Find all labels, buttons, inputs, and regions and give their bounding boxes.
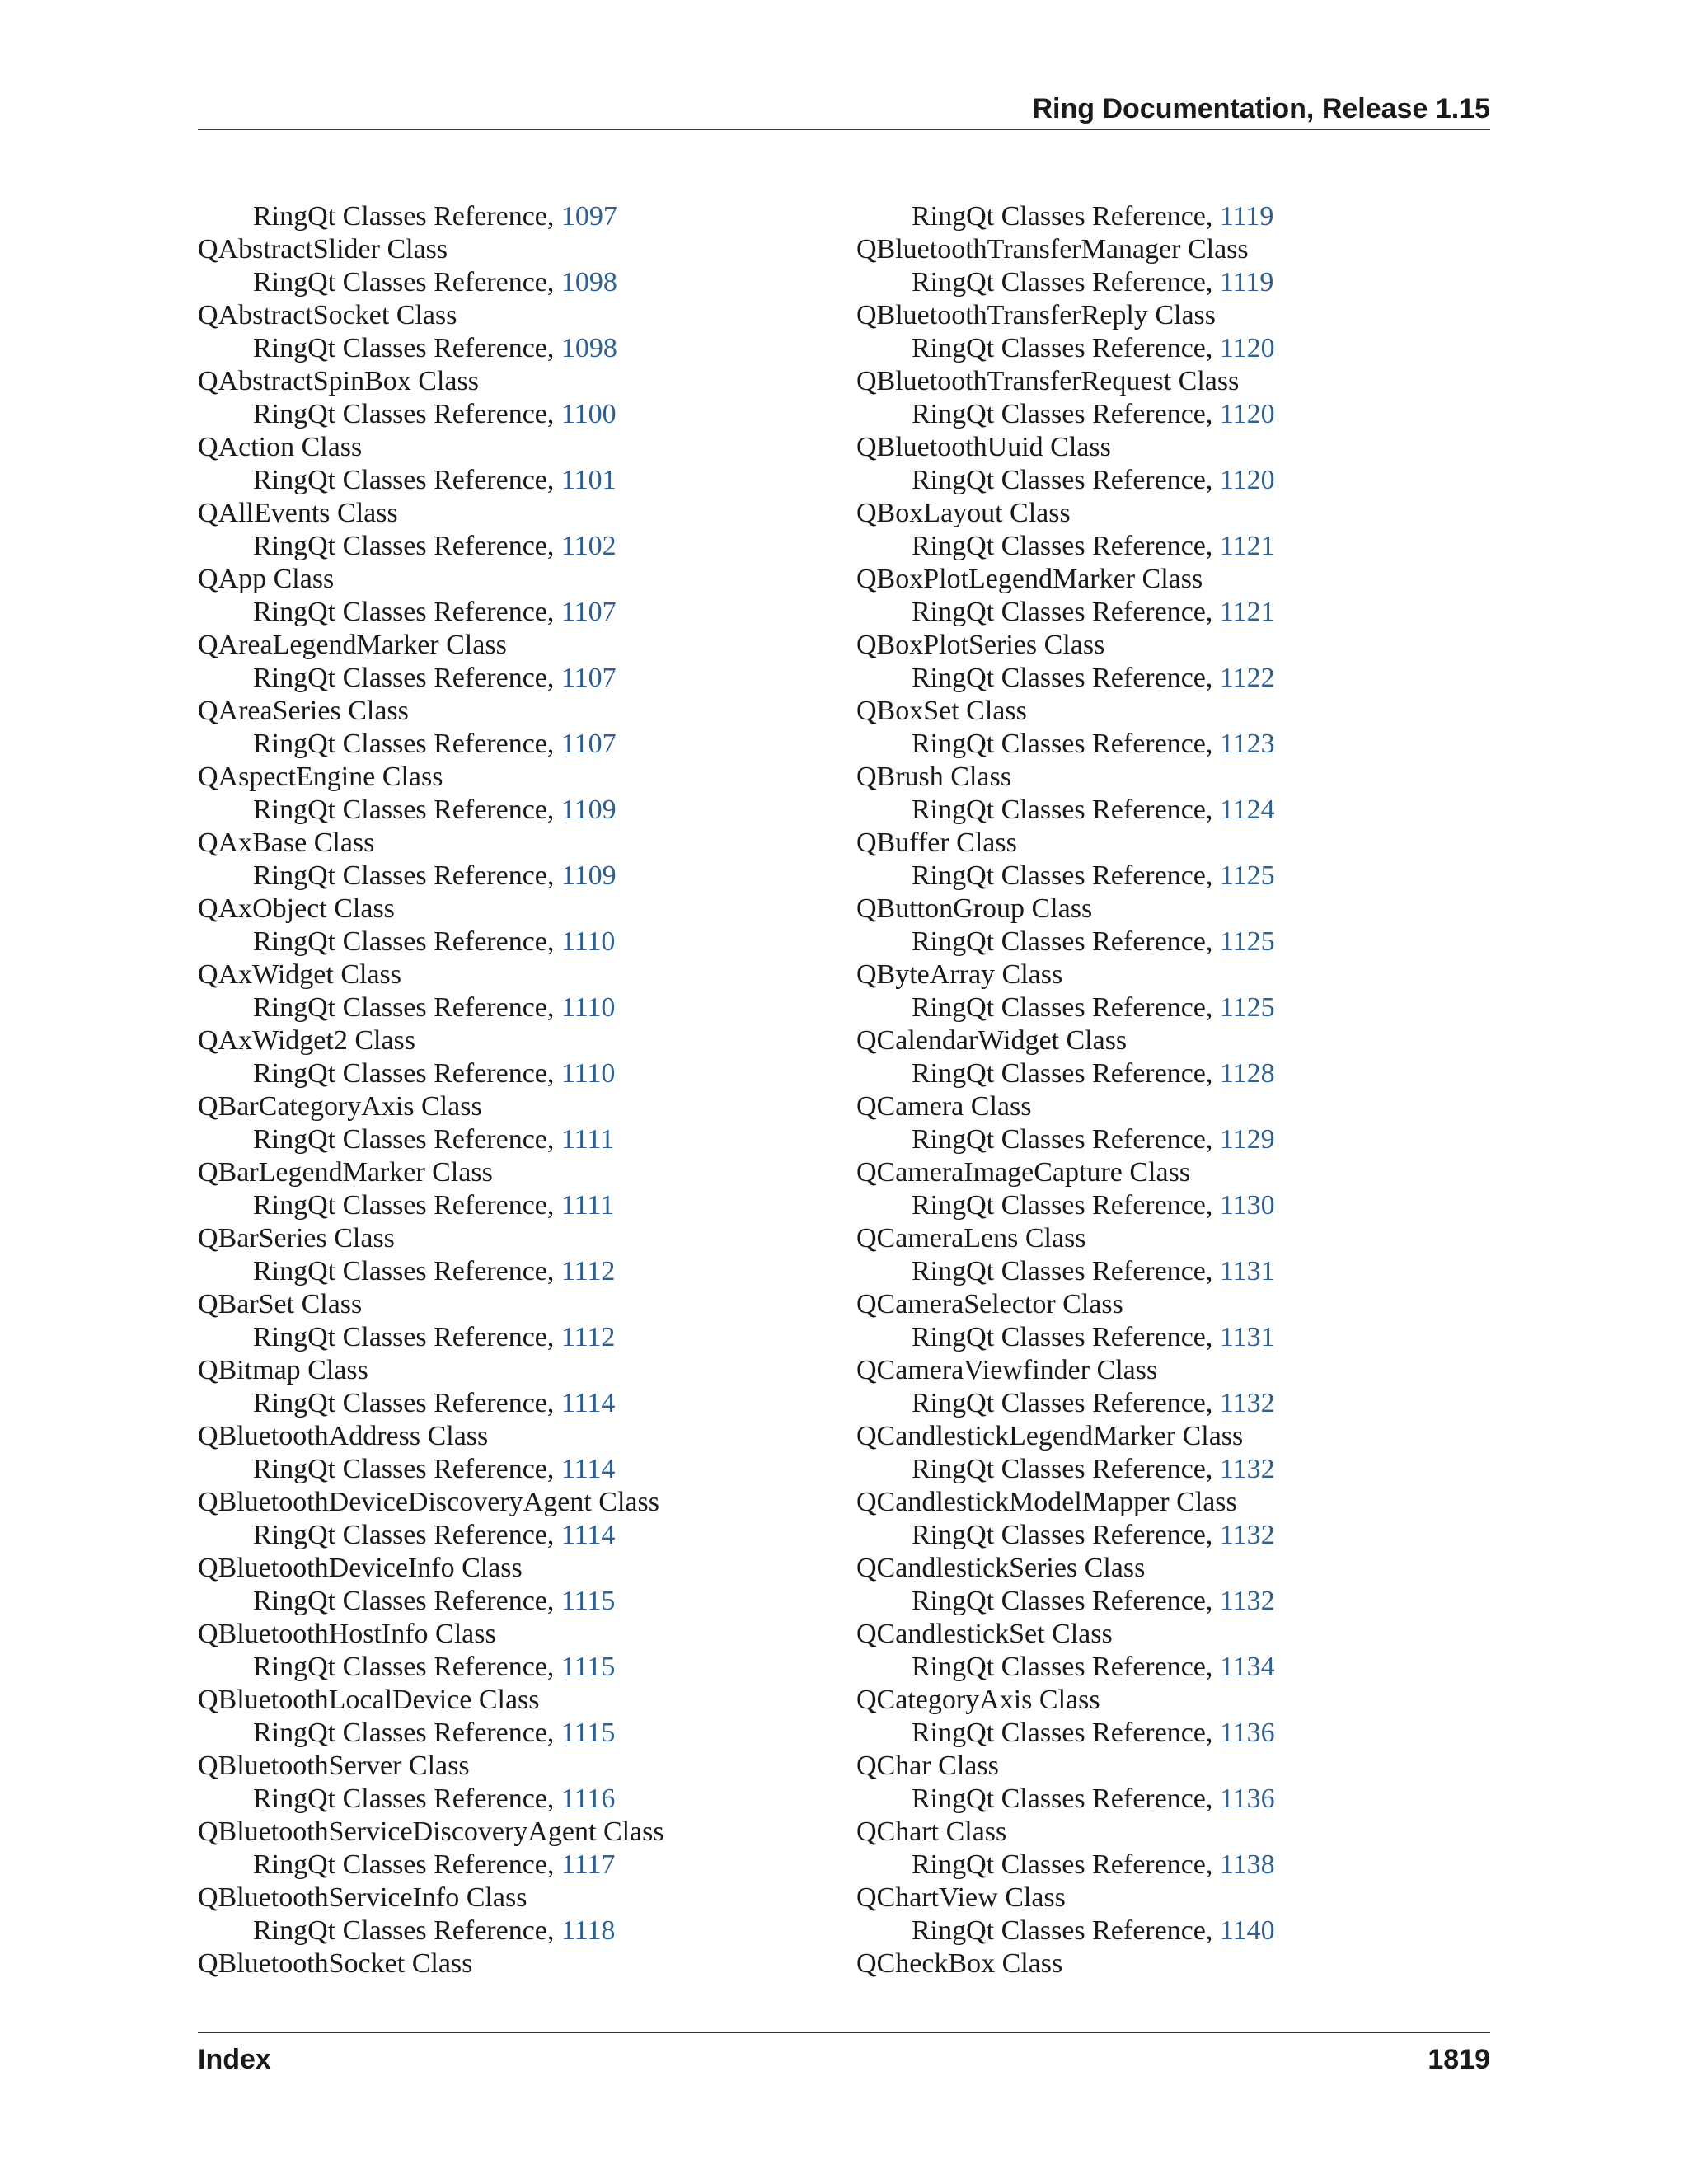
page-link[interactable]: 1132	[1219, 1388, 1275, 1418]
page-link[interactable]: 1109	[560, 794, 617, 825]
reference-label: RingQt Classes Reference,	[912, 1190, 1220, 1221]
index-entry-reference	[198, 398, 664, 431]
index-entry-class: QAbstractSlider Class	[198, 234, 448, 265]
index-entry-class: QBrush Class	[856, 762, 1011, 792]
page-link[interactable]: 1131	[1219, 1322, 1275, 1352]
index-entry-class: QBarSet Class	[198, 1289, 363, 1319]
document-title: Ring Documentation, Release 1.15	[1032, 93, 1490, 124]
reference-label: RingQt Classes Reference,	[253, 399, 561, 429]
index-entry-class: QAxWidget Class	[198, 959, 401, 990]
index-entry-reference	[856, 1849, 1275, 1882]
index-entry-reference	[856, 530, 1275, 563]
index-entry-reference	[198, 991, 664, 1024]
index-entry-reference	[856, 1321, 1275, 1354]
footer-section: Index	[198, 2044, 271, 2075]
index-entry-reference	[856, 1915, 1275, 1947]
index-entry-reference	[856, 1255, 1275, 1288]
index-entry-class: QBoxSet Class	[856, 696, 1027, 726]
index-entry-reference	[856, 464, 1275, 497]
index-entry-reference	[198, 1321, 664, 1354]
index-entry-class: QBluetoothUuid Class	[856, 432, 1111, 462]
reference-label: RingQt Classes Reference,	[912, 1058, 1220, 1089]
index-entry-reference	[198, 926, 664, 958]
reference-label: RingQt Classes Reference,	[253, 597, 561, 627]
reference-label: RingQt Classes Reference,	[912, 1718, 1220, 1748]
index-entry-reference	[856, 332, 1275, 365]
index-entry-class: QBluetoothSocket Class	[198, 1948, 473, 1979]
reference-label: RingQt Classes Reference,	[253, 1915, 561, 1946]
page-link[interactable]: 1132	[1219, 1454, 1275, 1484]
index-entry-class: QAxWidget2 Class	[198, 1025, 415, 1056]
reference-label: RingQt Classes Reference,	[253, 1718, 561, 1748]
index-entry-reference	[198, 860, 664, 893]
index-entry-class: QBluetoothServer Class	[198, 1750, 470, 1781]
page-link[interactable]: 1098	[560, 267, 617, 298]
index-entry-reference	[856, 926, 1275, 958]
index-entry-class: QByteArray Class	[856, 959, 1063, 990]
reference-label: RingQt Classes Reference,	[912, 597, 1220, 627]
page-link[interactable]: 1110	[560, 1058, 616, 1089]
page-link[interactable]: 1115	[560, 1652, 616, 1682]
index-entry-class: QChartView Class	[856, 1882, 1066, 1913]
reference-label: RingQt Classes Reference,	[912, 1322, 1220, 1352]
index-entry-class: QBitmap Class	[198, 1355, 368, 1385]
index-entry-reference	[198, 1123, 664, 1156]
index-entry-class: QBluetoothDeviceDiscoveryAgent Class	[198, 1487, 659, 1517]
reference-label: RingQt Classes Reference,	[253, 1586, 561, 1616]
reference-label: RingQt Classes Reference,	[912, 794, 1220, 825]
reference-label: RingQt Classes Reference,	[912, 1783, 1220, 1814]
index-entry-reference	[856, 1717, 1275, 1750]
page-link[interactable]: 1131	[1219, 1256, 1275, 1286]
page-link[interactable]: 1107	[560, 663, 617, 693]
page-link[interactable]: 1107	[560, 729, 617, 759]
index-entry-reference	[198, 1651, 664, 1684]
index-entry-class: QBluetoothServiceInfo Class	[198, 1882, 528, 1913]
reference-label: RingQt Classes Reference,	[912, 729, 1220, 759]
reference-label: RingQt Classes Reference,	[912, 860, 1220, 891]
page-link[interactable]: 1112	[560, 1322, 616, 1352]
index-entry-class: QBarLegendMarker Class	[198, 1157, 493, 1188]
reference-label: RingQt Classes Reference,	[253, 1322, 561, 1352]
reference-label: RingQt Classes Reference,	[912, 267, 1220, 298]
page-link[interactable]: 1102	[560, 531, 617, 561]
reference-label: RingQt Classes Reference,	[912, 1124, 1220, 1155]
page-link[interactable]: 1119	[1219, 201, 1274, 232]
index-entry-class: QBoxLayout Class	[856, 498, 1071, 528]
index-entry-class: QBluetoothDeviceInfo Class	[198, 1553, 523, 1583]
index-entry-reference	[198, 1783, 664, 1816]
page-link[interactable]: 1128	[1219, 1058, 1275, 1089]
index-entry-class: QAreaLegendMarker Class	[198, 630, 507, 660]
page-link[interactable]: 1129	[1219, 1124, 1275, 1155]
index-entry-class: QBarCategoryAxis Class	[198, 1091, 482, 1122]
reference-label: RingQt Classes Reference,	[253, 465, 561, 495]
index-entry-class: QAreaSeries Class	[198, 696, 409, 726]
page-link[interactable]: 1114	[560, 1388, 616, 1418]
index-entry-reference	[198, 1849, 664, 1882]
page-link[interactable]: 1140	[1219, 1915, 1275, 1946]
reference-label: RingQt Classes Reference,	[912, 1652, 1220, 1682]
reference-label: RingQt Classes Reference,	[912, 1256, 1220, 1286]
index-entry-class: QApp Class	[198, 564, 335, 594]
page-link[interactable]: 1101	[560, 465, 617, 495]
index-entry-class: QBluetoothTransferManager Class	[856, 234, 1249, 265]
reference-label: RingQt Classes Reference,	[253, 1124, 561, 1155]
footer-page-number: 1819	[1428, 2044, 1490, 2075]
page-link[interactable]: 1121	[1219, 597, 1275, 627]
reference-label: RingQt Classes Reference,	[912, 1586, 1220, 1616]
page-link[interactable]: 1117	[560, 1849, 616, 1880]
page-link[interactable]: 1125	[1219, 992, 1275, 1023]
page-header	[198, 89, 1490, 130]
reference-label: RingQt Classes Reference,	[253, 1454, 561, 1484]
reference-label: RingQt Classes Reference,	[253, 1849, 561, 1880]
index-entry-reference	[856, 794, 1275, 827]
reference-label: RingQt Classes Reference,	[253, 992, 561, 1023]
reference-label: RingQt Classes Reference,	[253, 794, 561, 825]
index-entry-class: QAxObject Class	[198, 893, 395, 924]
continued-reference	[856, 200, 1275, 233]
index-entry-class: QCandlestickLegendMarker Class	[856, 1421, 1244, 1451]
continued-reference	[198, 200, 664, 233]
page-link[interactable]: 1120	[1219, 333, 1275, 363]
index-entry-class: QBarSeries Class	[198, 1223, 395, 1254]
reference-label: RingQt Classes Reference,	[912, 465, 1220, 495]
reference-label: RingQt Classes Reference,	[253, 926, 561, 957]
index-entry-reference	[856, 1453, 1275, 1486]
index-entry-class: QAllEvents Class	[198, 498, 398, 528]
index-entry-reference	[198, 662, 664, 695]
reference-label: RingQt Classes Reference,	[912, 333, 1220, 363]
index-entry-reference	[856, 1387, 1275, 1420]
index-entry-reference	[198, 1717, 664, 1750]
index-column-left	[198, 200, 664, 1980]
index-entry-reference	[856, 1057, 1275, 1090]
index-entry-class: QCameraViewfinder Class	[856, 1355, 1158, 1385]
reference-label: RingQt Classes Reference,	[912, 1915, 1220, 1946]
index-entry-reference	[198, 1057, 664, 1090]
index-entry-reference	[856, 1123, 1275, 1156]
index-entry-class: QCandlestickSeries Class	[856, 1553, 1146, 1583]
reference-label: RingQt Classes Reference,	[912, 531, 1220, 561]
index-entry-reference	[198, 464, 664, 497]
index-column-right	[856, 200, 1275, 1980]
reference-label: RingQt Classes Reference,	[912, 1388, 1220, 1418]
index-entry-reference	[856, 1783, 1275, 1816]
index-entry-reference	[198, 266, 664, 299]
index-entry-class: QCamera Class	[856, 1091, 1032, 1122]
index-entry-reference	[198, 530, 664, 563]
page-link[interactable]: 1116	[560, 1783, 616, 1814]
page-link[interactable]: 1130	[1219, 1190, 1275, 1221]
reference-label: RingQt Classes Reference,	[253, 333, 561, 363]
page-link[interactable]: 1125	[1219, 860, 1275, 891]
index-entry-class: QAxBase Class	[198, 827, 375, 858]
reference-label: RingQt Classes Reference,	[253, 267, 561, 298]
index-entry-class: QBluetoothTransferReply Class	[856, 300, 1217, 330]
index-entry-reference	[198, 1453, 664, 1486]
page-link[interactable]: 1111	[560, 1124, 615, 1155]
index-entry-class: QCameraLens Class	[856, 1223, 1086, 1254]
index-entry-class: QAbstractSocket Class	[198, 300, 457, 330]
index-entry-reference	[856, 728, 1275, 761]
index-entry-reference	[198, 596, 664, 629]
page-link[interactable]: 1114	[560, 1520, 616, 1550]
reference-label: RingQt Classes Reference,	[912, 399, 1220, 429]
reference-label: RingQt Classes Reference,	[253, 1190, 561, 1221]
index-entry-reference	[856, 860, 1275, 893]
index-entry-class: QAbstractSpinBox Class	[198, 366, 479, 396]
index-entry-reference	[198, 728, 664, 761]
page-link[interactable]: 1112	[560, 1256, 616, 1286]
index-entry-class: QCameraImageCapture Class	[856, 1157, 1191, 1188]
index-entry-reference	[198, 1255, 664, 1288]
index-entry-class: QCandlestickModelMapper Class	[856, 1487, 1237, 1517]
reference-label: RingQt Classes Reference,	[912, 1520, 1220, 1550]
reference-label: RingQt Classes Reference,	[253, 1783, 561, 1814]
index-entry-class: QBuffer Class	[856, 827, 1017, 858]
index-entry-class: QBluetoothServiceDiscoveryAgent Class	[198, 1816, 664, 1847]
reference-label: RingQt Classes Reference,	[253, 1256, 561, 1286]
index-entry-reference	[198, 794, 664, 827]
page-link[interactable]: 1125	[1219, 926, 1275, 957]
page-link[interactable]: 1136	[1219, 1718, 1275, 1748]
index-entry-reference	[198, 1915, 664, 1947]
page-footer	[198, 2032, 1490, 2083]
reference-label: RingQt Classes Reference,	[253, 531, 561, 561]
page-link[interactable]: 1138	[1219, 1849, 1275, 1880]
reference-label: RingQt Classes Reference,	[912, 1454, 1220, 1484]
page-link[interactable]: 1120	[1219, 399, 1275, 429]
index-entry-class: QCameraSelector Class	[856, 1289, 1123, 1319]
index-entry-class: QBluetoothTransferRequest Class	[856, 366, 1240, 396]
reference-label: RingQt Classes Reference,	[253, 1058, 561, 1089]
page-link[interactable]: 1123	[1219, 729, 1275, 759]
index-entry-class: QChart Class	[856, 1816, 1007, 1847]
page-link[interactable]: 1100	[560, 399, 617, 429]
index-entry-class: QBluetoothLocalDevice Class	[198, 1685, 540, 1715]
reference-label: RingQt Classes Reference,	[912, 663, 1220, 693]
reference-label: RingQt Classes Reference,	[253, 1388, 561, 1418]
reference-label: RingQt Classes Reference,	[253, 1652, 561, 1682]
index-entry-class: QCheckBox Class	[856, 1948, 1063, 1979]
index-entry-reference	[856, 398, 1275, 431]
index-entry-reference	[198, 1585, 664, 1618]
index-entry-reference	[856, 1519, 1275, 1552]
index-entry-reference	[856, 1651, 1275, 1684]
index-entry-reference	[856, 991, 1275, 1024]
reference-label: RingQt Classes Reference,	[912, 1849, 1220, 1880]
page-link[interactable]: 1109	[560, 860, 617, 891]
index-entry-reference	[198, 1189, 664, 1222]
reference-label: RingQt Classes Reference,	[253, 729, 561, 759]
reference-label: RingQt Classes Reference,	[912, 926, 1220, 957]
page-link[interactable]: 1114	[560, 1454, 616, 1484]
index-entry-reference	[856, 266, 1275, 299]
index-entry-reference	[198, 1519, 664, 1552]
index-entry-class: QBoxPlotSeries Class	[856, 630, 1105, 660]
reference-label: RingQt Classes Reference,	[912, 992, 1220, 1023]
index-entry-class: QAspectEngine Class	[198, 762, 443, 792]
page-link[interactable]: 1110	[560, 926, 616, 957]
page-link[interactable]: 1118	[560, 1915, 616, 1946]
index-entry-reference	[856, 662, 1275, 695]
reference-label: RingQt Classes Reference,	[253, 860, 561, 891]
index-entry-class: QCalendarWidget Class	[856, 1025, 1128, 1056]
index-entry-class: QCategoryAxis Class	[856, 1685, 1100, 1715]
index-entry-class: QChar Class	[856, 1750, 999, 1781]
page-link[interactable]: 1111	[560, 1190, 615, 1221]
index-entry-class: QBluetoothHostInfo Class	[198, 1619, 496, 1649]
reference-label: RingQt Classes Reference,	[912, 201, 1220, 232]
page-link[interactable]: 1122	[1219, 663, 1275, 693]
reference-label: RingQt Classes Reference,	[253, 1520, 561, 1550]
page-link[interactable]: 1115	[560, 1718, 616, 1748]
index-entry-class: QAction Class	[198, 432, 363, 462]
page-link[interactable]: 1136	[1219, 1783, 1275, 1814]
index-entry-reference	[198, 332, 664, 365]
index-entry-class: QButtonGroup Class	[856, 893, 1093, 924]
index-entry-class: QBoxPlotLegendMarker Class	[856, 564, 1203, 594]
reference-label: RingQt Classes Reference,	[253, 201, 561, 232]
page-link[interactable]: 1098	[560, 333, 617, 363]
index-entry-class: QCandlestickSet Class	[856, 1619, 1113, 1649]
index-entry-reference	[856, 1585, 1275, 1618]
page-link[interactable]: 1119	[1219, 267, 1274, 298]
reference-label: RingQt Classes Reference,	[253, 663, 561, 693]
page-link[interactable]: 1120	[1219, 465, 1275, 495]
page-link[interactable]: 1134	[1219, 1652, 1275, 1682]
page-link[interactable]: 1132	[1219, 1520, 1275, 1550]
index-entry-reference	[856, 1189, 1275, 1222]
index-entry-reference	[198, 1387, 664, 1420]
page-link[interactable]: 1110	[560, 992, 616, 1023]
page-link[interactable]: 1107	[560, 597, 617, 627]
page-link[interactable]: 1132	[1219, 1586, 1275, 1616]
page-link[interactable]: 1121	[1219, 531, 1275, 561]
page-link[interactable]: 1115	[560, 1586, 616, 1616]
page-link[interactable]: 1124	[1219, 794, 1275, 825]
index-entry-class: QBluetoothAddress Class	[198, 1421, 489, 1451]
index-entry-reference	[856, 596, 1275, 629]
page-link[interactable]: 1097	[560, 201, 617, 232]
